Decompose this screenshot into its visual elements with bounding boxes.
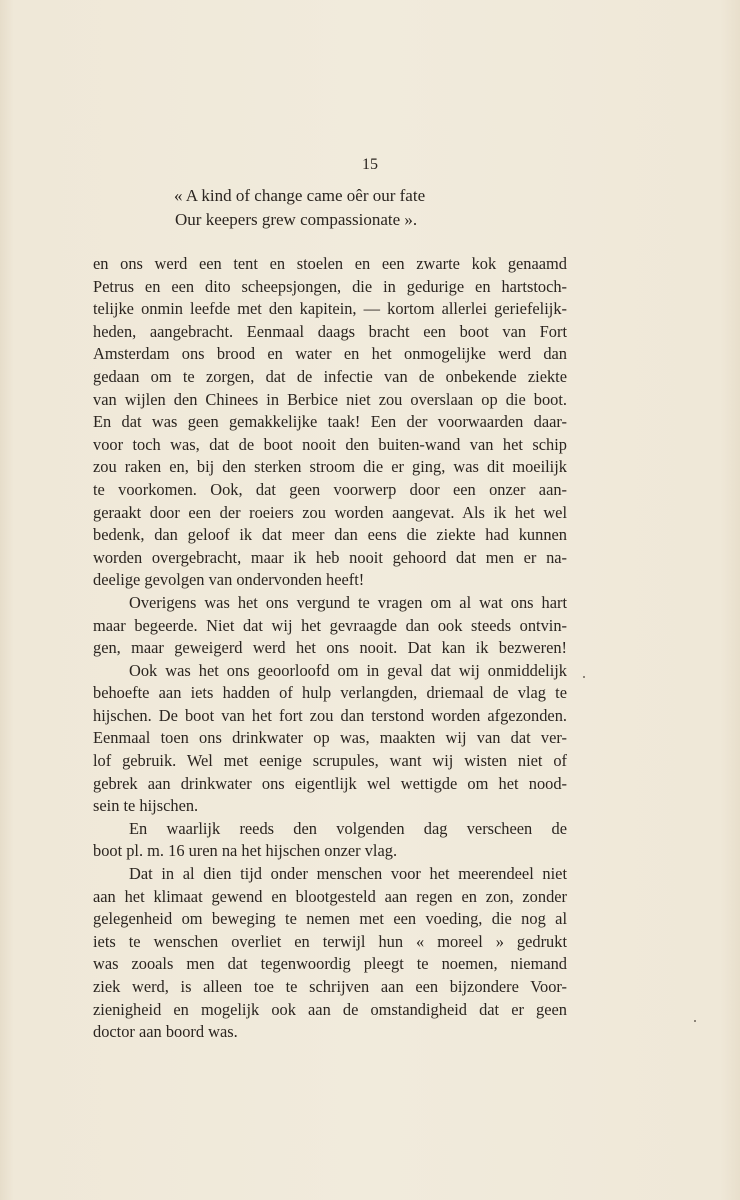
text-line: lof gebruik. Wel met eenige scrupules, want wij wisten niet of [93,751,567,771]
epigraph-line: Our keepers grew compassionate ». [175,210,418,229]
text-line: gebrek aan drinkwater ons eigentlijk wel wettigde om het nood- [93,773,567,793]
text-line: gelegenheid om beweging te nemen met een voeding, die nog al [93,909,567,929]
text-line: Dat in al dien tijd onder menschen voor het meerendeel niet [129,864,567,884]
text-line: aan het klimaat gewend en blootgesteld aan regen en zon, zonder [93,886,567,906]
text-line: iets te wenschen overliet en terwijl hun « moreel » gedrukt [93,931,567,951]
text-line: deelige gevolgen van ondervonden heeft! [93,570,365,590]
text-line: sein te hijschen. [93,796,199,816]
text-line: geraakt door een der roeiers zou worden aangevat. Als ik het wel [93,502,567,522]
epigraph [174,184,574,232]
text-line: zou raken en, bij den sterken stroom die er ging, was dit moeilijk [93,457,567,477]
text-line: maar begeerde. Niet dat wij het gevraagde dan ook steeds ontvin- [93,615,567,635]
text-line: en ons werd een tent en stoelen en een zwarte kok genaamd [93,254,567,273]
text-line: te voorkomen. Ook, dat geen voorwerp door een onzer aan- [93,479,567,499]
text-line: zienigheid en mogelijk ook aan de omstandigheid dat er geen [93,999,567,1019]
paper-speck [583,676,585,678]
text-line: behoefte aan iets hadden of hulp verlangden, driemaal de vlag te [93,683,567,703]
text-line: gen, maar geweigerd werd het ons nooit. Dat kan ik bezweren! [93,638,567,658]
text-line: Eenmaal toen ons drinkwater op was, maakten wij van dat ver- [93,728,567,748]
text-line: Petrus en een dito scheepsjongen, die in gedurige en hartstoch- [93,276,567,296]
body-text [93,253,567,1044]
epigraph-line: « A kind of change came oêr our fate [174,186,426,205]
page-number: 15 [362,156,378,173]
text-line: Overigens was het ons vergund te vragen om al wat ons hart [129,592,567,612]
text-line: Amsterdam ons brood en water en het onmogelijke werd dan [93,344,567,364]
text-line: En dat was geen gemakkelijke taak! Een der voorwaarden daar- [93,412,567,432]
text-line: En waarlijk reeds den volgenden dag verscheen de [129,818,567,838]
text-line: boot pl. m. 16 uren na het hijschen onzer vlag. [93,841,398,861]
text-line: doctor aan boord was. [93,1022,238,1042]
text-line: telijke onmin leefde met den kapitein, — kortom allerlei geriefelijk- [93,299,567,319]
text-line: hijschen. De boot van het fort zou dan terstond worden afgezonden. [93,705,567,725]
paper-speck [694,1020,696,1022]
text-line: Ook was het ons geoorloofd om in geval dat wij onmiddelijk [129,660,567,680]
text-line: gedaan om te zorgen, dat de infectie van de onbekende ziekte [93,366,567,386]
text-line: was zooals men dat tegenwoordig pleegt te noemen, niemand [93,954,567,974]
text-line: heden, aangebracht. Eenmaal daags bracht een boot van Fort [93,321,567,341]
text-line: worden overgebracht, maar ik heb nooit gehoord dat men er na- [93,547,567,567]
text-line: voor toch was, dat de boot nooit den buiten-wand van het schip [93,434,567,454]
text-line: bedenk, dan geloof ik dat meer dan eens die ziekte had kunnen [93,525,567,545]
text-line: ziek werd, is alleen toe te schrijven aan een bijzondere Voor- [93,977,567,996]
text-line: van wijlen den Chinees in Berbice niet zou overslaan op die boot. [93,389,567,409]
